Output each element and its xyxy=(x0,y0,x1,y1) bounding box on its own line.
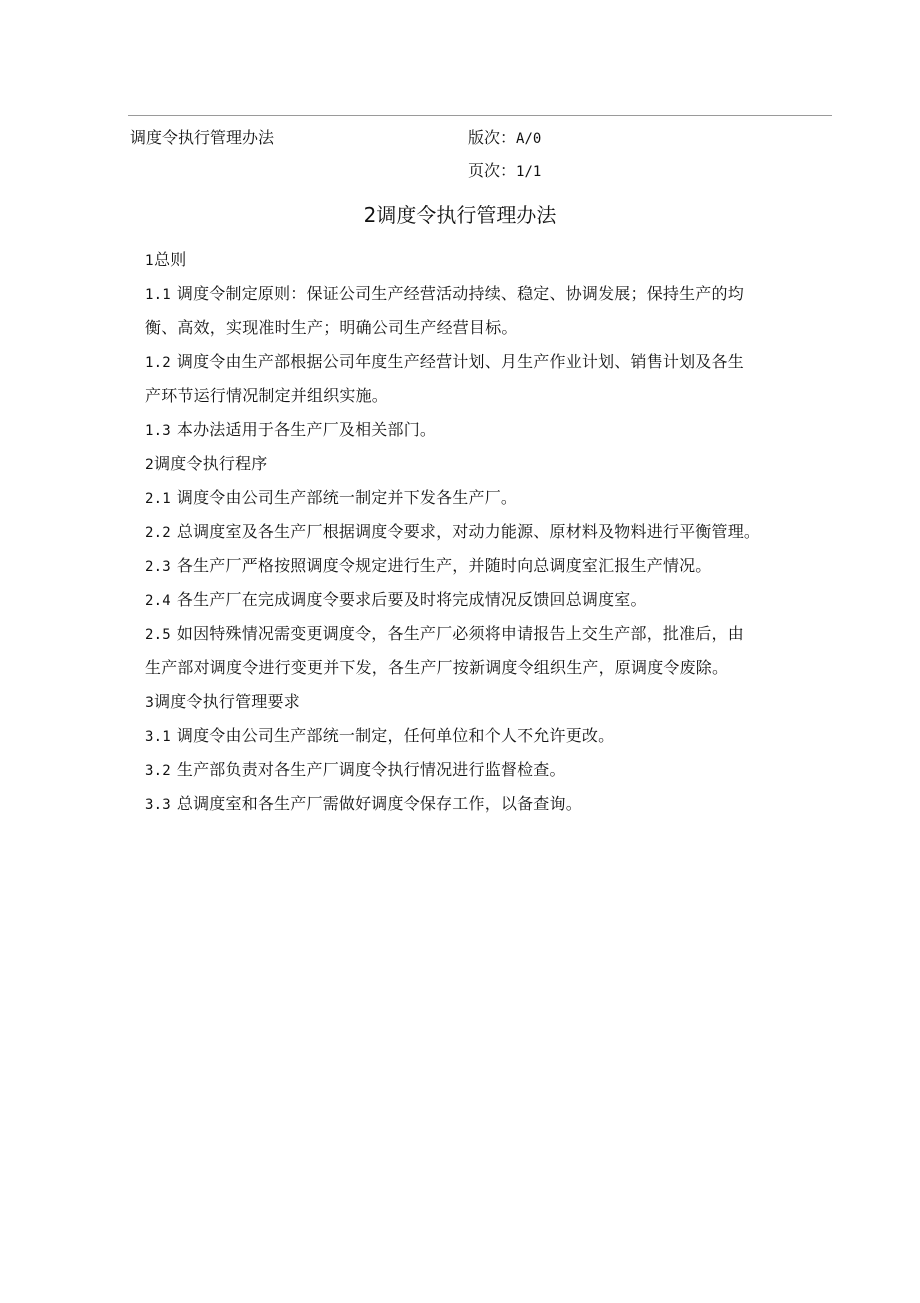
clause-number: 1.3 xyxy=(145,423,171,439)
page-label: 页次： xyxy=(468,161,517,180)
section-title: 调度令执行程序 xyxy=(154,454,268,473)
page-number-field xyxy=(468,159,541,184)
page-value: 1/1 xyxy=(516,164,542,180)
clause-line xyxy=(145,583,805,617)
clause-number: 3.1 xyxy=(145,729,171,745)
clause-line xyxy=(145,345,805,379)
section-number: 2 xyxy=(145,457,155,473)
version-field xyxy=(468,126,541,151)
section-title: 总则 xyxy=(154,250,187,269)
clause-continuation: 产环节运行情况制定并组织实施。 xyxy=(145,386,389,405)
section-title: 调度令执行管理要求 xyxy=(154,692,300,711)
clause-line xyxy=(145,413,805,447)
clause-continuation: 生产部对调度令进行变更并下发，各生产厂按新调度令组织生产，原调度令废除。 xyxy=(145,658,729,677)
clause-text: 生产部负责对各生产厂调度令执行情况进行监督检查。 xyxy=(176,760,566,779)
clause-line xyxy=(145,719,805,753)
clause-number: 2.4 xyxy=(145,593,171,609)
clause-number: 2.3 xyxy=(145,559,171,575)
clause-number: 2.2 xyxy=(145,525,171,541)
section-heading xyxy=(145,447,805,481)
clause-text: 调度令由公司生产部统一制定，任何单位和个人不允许更改。 xyxy=(176,726,615,745)
clause-text: 各生产厂在完成调度令要求后要及时将完成情况反馈回总调度室。 xyxy=(176,590,647,609)
version-label: 版次： xyxy=(468,128,517,147)
clause-number: 3.2 xyxy=(145,763,171,779)
clause-line xyxy=(145,549,805,583)
clause-text: 调度令制定原则：保证公司生产经营活动持续、稳定、协调发展；保持生产的均 xyxy=(176,284,744,303)
clause-text: 本办法适用于各生产厂及相关部门。 xyxy=(176,420,437,439)
clause-number: 3.3 xyxy=(145,797,171,813)
section-number: 1 xyxy=(145,253,155,269)
clause-line xyxy=(145,481,805,515)
section-heading xyxy=(145,243,805,277)
header-title: 调度令执行管理办法 xyxy=(130,128,275,147)
clause-text: 调度令由生产部根据公司年度生产经营计划、月生产作业计划、销售计划及各生 xyxy=(176,352,744,371)
document-body xyxy=(145,243,805,821)
clause-line xyxy=(145,277,805,311)
clause-number: 2.1 xyxy=(145,491,171,507)
clause-number: 1.1 xyxy=(145,287,171,303)
clause-text: 各生产厂严格按照调度令规定进行生产，并随时向总调度室汇报生产情况。 xyxy=(176,556,712,575)
clause-text: 总调度室及各生产厂根据调度令要求，对动力能源、原材料及物料进行平衡管理。 xyxy=(176,522,761,541)
clause-line xyxy=(145,753,805,787)
clause-continuation: 衡、高效，实现准时生产；明确公司生产经营目标。 xyxy=(145,318,518,337)
document-title: 2调度令执行管理办法 xyxy=(363,203,557,227)
clause-number: 1.2 xyxy=(145,355,171,371)
clause-text: 如因特殊情况需变更调度令，各生产厂必须将申请报告上交生产部，批准后，由 xyxy=(176,624,744,643)
clause-text: 调度令由公司生产部统一制定并下发各生产厂。 xyxy=(176,488,518,507)
clause-line xyxy=(145,617,805,651)
clause-text: 总调度室和各生产厂需做好调度令保存工作，以备查询。 xyxy=(176,794,582,813)
clause-line xyxy=(145,515,805,549)
version-value: A/0 xyxy=(516,131,542,147)
section-heading xyxy=(145,685,805,719)
clause-line xyxy=(145,787,805,821)
clause-number: 2.5 xyxy=(145,627,171,643)
header-divider xyxy=(128,115,832,116)
section-number: 3 xyxy=(145,695,155,711)
